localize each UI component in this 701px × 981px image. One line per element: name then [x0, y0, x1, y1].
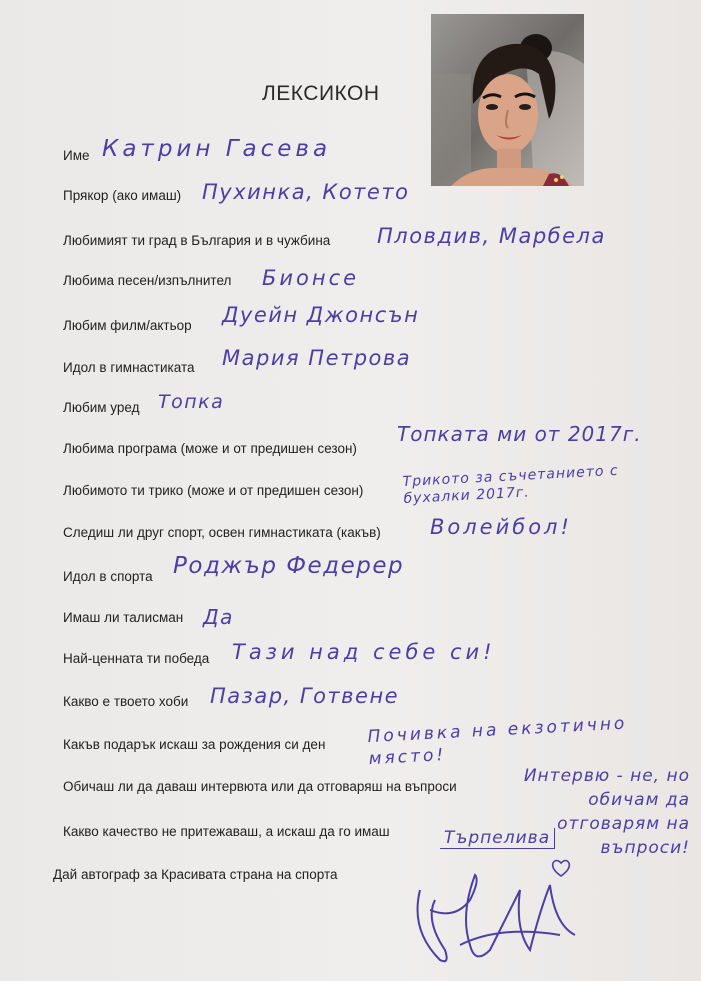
- row-5-answer: Дуейн Джонсън: [222, 303, 420, 327]
- row-3-answer: Пловдив, Марбела: [377, 224, 606, 248]
- row-9-answer: Трикото за съчетанието с бухалки 2017г.: [402, 462, 619, 508]
- row-4-label: Любима песен/изпълнител: [63, 273, 232, 288]
- row-2-label: Прякор (ако имаш): [63, 188, 182, 203]
- row-13-label: Най-ценната ти победа: [63, 651, 210, 666]
- row-1-label: Име: [63, 148, 90, 163]
- row-1-answer: Катрин Гасева: [102, 136, 332, 162]
- portrait-photo: [431, 14, 584, 186]
- row-2-answer: Пухинка, Котето: [202, 180, 410, 204]
- row-6-answer: Мария Петрова: [222, 346, 412, 370]
- row-3-label: Любимият ти град в България и в чужбина: [63, 233, 331, 248]
- row-9-label: Любимото ти трико (може и от предишен сезон): [63, 483, 364, 498]
- row-8-label: Любима програма (може и от предишен сезон): [63, 441, 357, 456]
- row-18-label: Дай автограф за Красивата страна на спорта: [53, 867, 338, 882]
- row-17-label: Какво качество не притежаваш, а искаш да го имаш: [63, 824, 390, 839]
- row-12-answer: Да: [203, 605, 234, 629]
- row-8-answer: Топката ми от 2017г.: [397, 422, 642, 446]
- page-title: ЛЕКСИКОН: [262, 82, 380, 105]
- row-11-answer: Роджър Федерер: [173, 553, 405, 579]
- row-17-answer: Търпелива: [440, 828, 555, 849]
- row-7-answer: Топка: [158, 391, 225, 413]
- row-11-label: Идол в спорта: [63, 569, 153, 584]
- row-7-label: Любим уред: [63, 400, 140, 415]
- row-4-answer: Бионсе: [262, 266, 360, 290]
- row-14-answer: Пазар, Готвене: [210, 684, 400, 708]
- row-16-label: Обичаш ли да даваш интервюта или да отговаряш на въпроси: [63, 779, 457, 794]
- row-5-label: Любим филм/актьор: [63, 318, 192, 333]
- row-6-label: Идол в гимнастиката: [63, 360, 195, 375]
- row-13-answer: Тази над себе си!: [232, 640, 496, 664]
- heart-icon: [550, 858, 572, 878]
- row-10-answer: Волейбол!: [430, 515, 572, 539]
- row-15-answer: Почивка на екзотично място!: [367, 713, 628, 770]
- row-14-label: Какво е твоето хоби: [63, 694, 189, 709]
- row-15-label: Какъв подарък искаш за рождения си ден: [63, 737, 326, 752]
- row-10-label: Следиш ли друг спорт, освен гимнастиката (какъв): [63, 525, 381, 540]
- row-16-answer: Интервю - не, но обичам да отговарям на въпроси!: [523, 766, 690, 858]
- row-12-label: Имаш ли талисман: [63, 610, 184, 625]
